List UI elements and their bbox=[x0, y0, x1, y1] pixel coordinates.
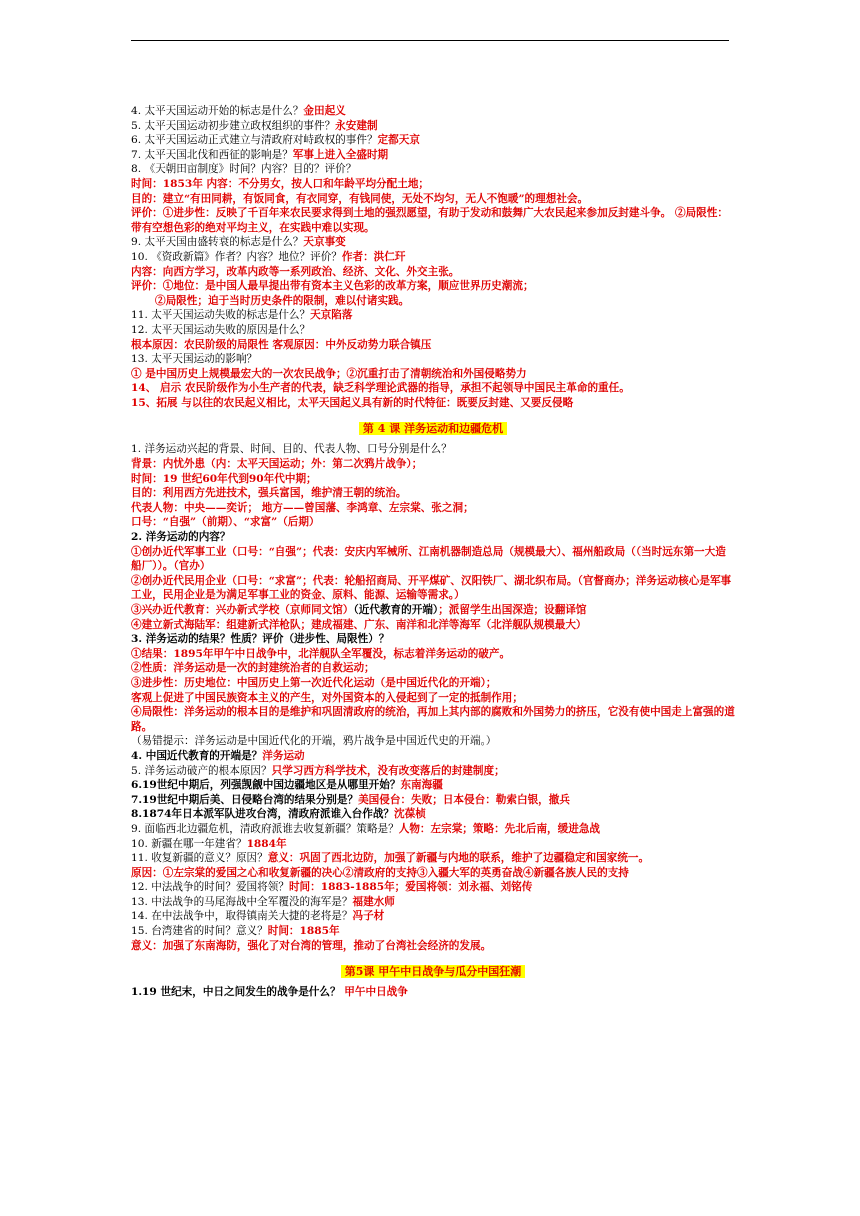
l4-question-1: 1. 洋务运动兴起的背景、时间、目的、代表人物、口号分别是什么？ bbox=[131, 443, 452, 456]
answer-10-eval-2: ②局限性；迫于当时历史条件的限制，难以付诸实践。 bbox=[155, 294, 410, 307]
l4-question-15-meaning: 意义：加强了东南海防，强化了对台湾的管理，推动了台湾社会经济的发展。 bbox=[131, 939, 492, 952]
l4-question-9: 9. 面临西北边疆危机，清政府派谁去收复新疆？策略是？人物：左宗棠；策略：先北后南，缓进急战 bbox=[131, 822, 601, 835]
l4-content-4: ④建立新式海陆军：组建新式洋枪队；建成福建、广东、南洋和北洋等海军（北洋舰队规模最大） bbox=[131, 618, 587, 631]
l4-question-8: 8.1874年日本派军队进攻台湾，清政府派谁入台作战？沈葆桢 bbox=[131, 808, 426, 821]
lesson-4-heading: 第 4 课 洋务运动和边疆危机 bbox=[131, 422, 735, 438]
l4-question-10: 10. 新疆在哪一年建省？1884年 bbox=[131, 837, 287, 850]
l4-nature: ②性质：洋务运动是一次的封建统治者的自救运动； bbox=[131, 662, 375, 675]
l4-content-3: ③兴办近代教育：兴办新式学校（京师同文馆）（近代教育的开端）；派留学生出国深造；设翻译馆 bbox=[131, 604, 587, 616]
question-5: 5. 太平天国运动初步建立政权组织的事件？永安建制 bbox=[131, 119, 378, 132]
answer-10-eval-1: 评价：①地位：是中国人最早提出带有资本主义色彩的改革方案，顺应世界历史潮流； bbox=[131, 280, 534, 293]
answer-8-purpose: 目的：建立“有田同耕，有饭同食，有衣同穿，有钱同使，无处不均匀，无人不饱暖”的理想社会。 bbox=[131, 192, 589, 205]
answer-12: 根本原因：农民阶级的局限性 客观原因：中外反动势力联合镇压 bbox=[131, 338, 432, 351]
l4-progress: ③进步性：历史地位：中国历史上第一次近代化运动（是中国近代化的开端）； bbox=[131, 676, 497, 689]
l4-limitation: ④局限性：洋务运动的根本目的是维护和巩固清政府的统治，再加上其内部的腐败和外国势力的挤压，它没有使中国走上富强的道路。 bbox=[131, 706, 735, 733]
question-9: 9. 太平天国由盛转衰的标志是什么？天京事变 bbox=[131, 236, 346, 249]
question-13: 13. 太平天国运动的影响？ bbox=[131, 353, 258, 366]
l4-progress-2: 客观上促进了中国民族资本主义的产生，对外国资本的入侵起到了一定的抵制作用； bbox=[131, 691, 523, 704]
l4-question-13: 13. 中法战争的马尾海战中全军覆没的海军是？福建水师 bbox=[131, 895, 395, 908]
answer-13: ① 是中国历史上规模最宏大的一次农民战争；②沉重打击了清朝统治和外国侵略势力 bbox=[131, 367, 527, 380]
question-6: 6. 太平天国运动正式建立与清政府对峙政权的事件？定都天京 bbox=[131, 134, 420, 147]
question-4: 4. 太平天国运动开始的标志是什么？金田起义 bbox=[131, 105, 346, 117]
l4-result: ①结果：1895年甲午中日战争中，北洋舰队全军覆没，标志着洋务运动的破产。 bbox=[131, 647, 511, 660]
point-14: 14、 启示 农民阶级作为小生产者的代表，缺乏科学理论武器的指导，承担不起领导中国民主革命的重任。 bbox=[131, 382, 630, 395]
l4-question-7: 7.19世纪中期后美、日侵略台湾的结果分别是？美国侵台：失败；日本侵台：勒索白银，撤兵 bbox=[131, 793, 570, 806]
l4-content-1: ①创办近代军事工业（口号：“自强”；代表：安庆内军械所、江南机器制造总局（规模最大）、福州船政局（（当时远东第一大造船厂））。（官办） bbox=[131, 545, 726, 573]
l4-question-12: 12. 中法战争的时间？爱国将领？时间：1883-1885年；爱国将领：刘永福、刘铭传 bbox=[131, 881, 533, 894]
l4-question-14: 14. 在中法战争中，取得镇南关大捷的老将是？冯子材 bbox=[131, 910, 385, 923]
lesson-5-heading: 第5课 甲午中日战争与瓜分中国狂潮 bbox=[131, 965, 735, 981]
l4-slogan: 口号：“自强”（前期）、“求富”（后期） bbox=[131, 516, 320, 529]
l4-question-4: 4. 中国近代教育的开端是？洋务运动 bbox=[131, 749, 305, 762]
question-10: 10. 《资政新篇》作者？内容？地位？评价？作者：洪仁玕 bbox=[131, 250, 406, 263]
document-body bbox=[131, 104, 735, 1000]
l4-content-2: ②创办近代民用企业（口号：“求富”；代表：轮船招商局、开平煤矿、汉阳铁厂、湖北织布局。（官督商办；洋务运动核心是军事工业，民用企业是为满足军事工业的资金、原料、能源、运输等需求。） bbox=[131, 574, 732, 602]
l4-purpose: 目的：利用西方先进技术，强兵富国，维护清王朝的统治。 bbox=[131, 487, 407, 500]
l4-question-6: 6.19世纪中期后，列强觊觎中国边疆地区是从哪里开始？东南海疆 bbox=[131, 779, 443, 792]
l4-question-2: 2. 洋务运动的内容？ bbox=[131, 531, 231, 544]
l4-time: 时间：19 世纪60年代到90年代中期； bbox=[131, 472, 317, 485]
answer-8-evaluation: 评价：①进步性：反映了千百年来农民要求得到土地的强烈愿望，有助于发动和鼓舞广大农民起来参加反封建斗争。 ②局限性：带有空想色彩的绝对平均主义，在实践中难以实现。 bbox=[131, 207, 728, 234]
question-11: 11. 太平天国运动失败的标志是什么？天京陷落 bbox=[131, 309, 353, 322]
answer-10-content: 内容：向西方学习，改革内政等一系列政治、经济、文化、外交主张。 bbox=[131, 265, 460, 278]
question-7: 7. 太平天国北伐和西征的影响是？军事上进入全盛时期 bbox=[131, 148, 389, 161]
question-12: 12. 太平天国运动失败的原因是什么？ bbox=[131, 323, 311, 336]
l4-question-3: 3. 洋务运动的结果？性质？评价（进步性、局限性）？ bbox=[131, 633, 390, 646]
answer-8-time: 时间：1853年 内容：不分男女，按人口和年龄平均分配土地； bbox=[131, 177, 430, 190]
l4-question-5: 5. 洋务运动破产的根本原因？只学习西方科学技术，没有改变落后的封建制度； bbox=[131, 764, 505, 777]
l5-question-1: 1.19 世纪末，中日之间发生的战争是什么？ 甲午中日战争 bbox=[131, 986, 408, 999]
header-rule bbox=[131, 40, 729, 41]
l4-question-11: 11. 收复新疆的意义？原因？意义：巩固了西北边防，加强了新疆与内地的联系，维护了边疆稳定和国家统一。 bbox=[131, 852, 650, 865]
question-8: 8. 《天朝田亩制度》时间？内容？目的？评价？ bbox=[131, 163, 357, 176]
l4-question-15: 15. 台湾建省的时间？意义？时间：1885年 bbox=[131, 925, 340, 938]
l4-tip: （易错提示：洋务运动是中国近代化的开端，鸦片战争是中国近代史的开端。） bbox=[131, 735, 497, 748]
l4-people: 代表人物：中央——奕䜣； 地方——曾国藩、李鸿章、左宗棠、张之洞； bbox=[131, 501, 474, 514]
point-15: 15、拓展 与以往的农民起义相比，太平天国起义具有新的时代特征：既要反封建、又要反侵略 bbox=[131, 396, 574, 409]
l4-background: 背景：内忧外患（内：太平天国运动；外：第二次鸦片战争）； bbox=[131, 458, 423, 471]
l4-question-11-reason: 原因：①左宗棠的爱国之心和收复新疆的决心②清政府的支持③入疆大军的英勇奋战④新疆各族人民的支持 bbox=[131, 866, 629, 879]
